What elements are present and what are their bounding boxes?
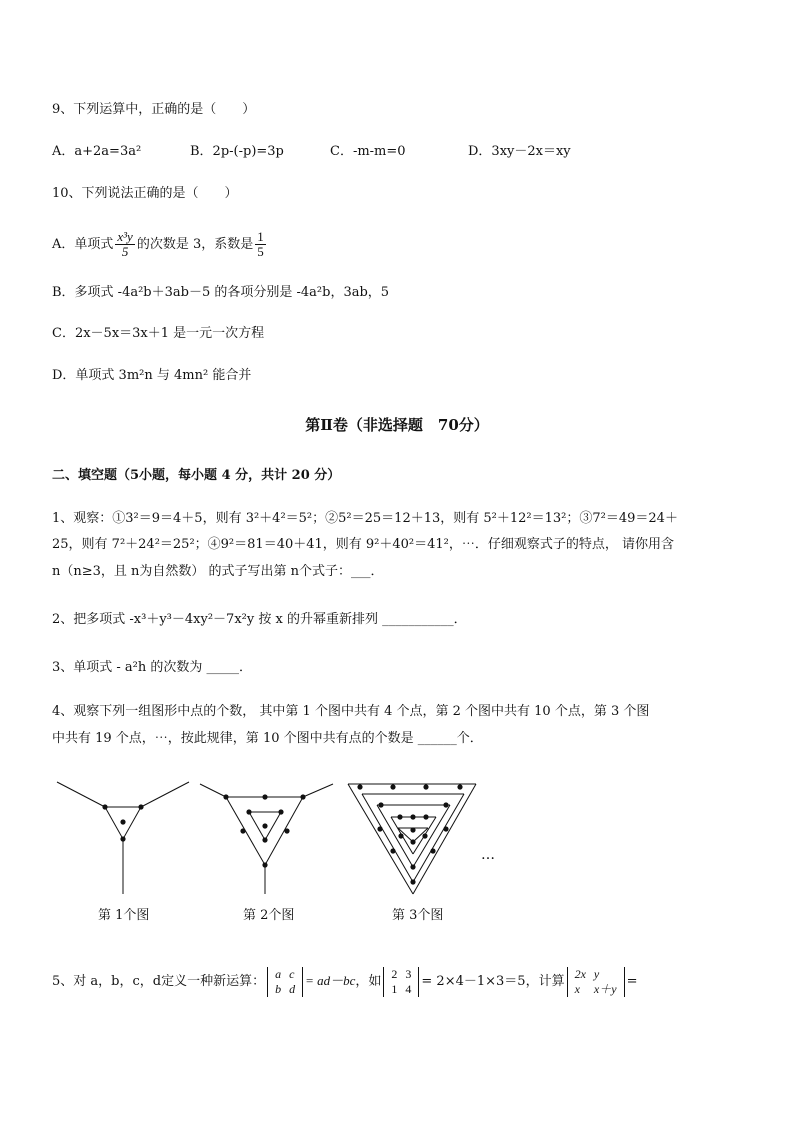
f4-line1: 4、观察下列一组图形中点的个数， 其中第 1 个图中共有 4 个点，第 2 个图中共有 10 个点，第 3 个图: [52, 704, 650, 719]
q9-option-a: A．a+2a=3a²: [52, 144, 142, 159]
f5-calc-determinant: [567, 967, 625, 997]
q9-option-d: D．3xy－2x＝xy: [468, 144, 571, 159]
det-cell: b: [275, 981, 282, 996]
f5-example-result: = 2×4－1×3＝5: [421, 974, 526, 989]
det-cell: a: [275, 966, 282, 981]
det-cell: 4: [405, 981, 412, 996]
q9-option-c: C．-m-m=0: [330, 144, 406, 159]
det-cell: 3: [405, 966, 412, 981]
f3-text: 3、单项式 - a²h 的次数为 _____．: [52, 660, 253, 675]
q10-a-coef-num: 1: [257, 229, 264, 244]
q10-a-prefix: A．单项式: [52, 237, 114, 252]
det-cell: 2x: [574, 966, 586, 981]
f1-line3: n（n≥3，且 n为自然数） 的式子写出第 n个式子：___．: [52, 564, 384, 579]
q9-stem: 9、下列运算中，正确的是（ ）: [52, 102, 256, 117]
det-cell: c: [289, 966, 295, 981]
q10-stem: 10、下列说法正确的是（ ）: [52, 186, 238, 201]
figure-2-caption: 第 2个图: [243, 908, 295, 923]
q9-option-b: B．2p-(-p)=3p: [190, 144, 284, 159]
f5-def-determinant: [267, 967, 303, 997]
f5-prefix: 5、对 a，b，c，d定义一种新运算：: [52, 974, 266, 989]
f5-calc-result: =: [626, 974, 638, 989]
q10-a-frac-num: x³y: [117, 229, 133, 244]
q10-a-mid: 的次数是 3，系数是: [136, 237, 254, 252]
f4-line2: 中共有 19 个点，⋯，按此规律，第 10 个图中共有点的个数是 ______个．: [52, 731, 483, 746]
q10-a-coef-den: 5: [257, 244, 264, 259]
det-cell: x: [574, 981, 580, 996]
part2-title: 第Ⅱ卷（非选择题 70分）: [305, 416, 489, 434]
f5-example-determinant: [383, 967, 419, 997]
q10-option-a: [52, 230, 268, 260]
figure-3-caption: 第 3个图: [392, 908, 444, 923]
f1-line2: 25，则有 7²＋24²＝25²；④9²＝81＝40＋41，则有 9²＋40²＝41²，⋯．仔细观察式子的特点， 请你用含: [52, 537, 675, 552]
f2-text: 2、把多项式 -x³＋y³－4xy²－7x²y 按 x 的升幂重新排列 ___________．: [52, 612, 467, 627]
f5-calc-label: ，计算: [525, 974, 565, 989]
q10-a-frac-den: 5: [121, 244, 129, 259]
figure-1-caption: 第 1个图: [98, 908, 150, 923]
det-cell: d: [289, 981, 296, 996]
det-cell: 2: [391, 966, 398, 981]
section2-title: 二、填空题（5小题，每小题 4 分，共计 20 分）: [52, 468, 341, 483]
figure-3: [348, 784, 476, 894]
figures-ellipsis: …: [481, 847, 495, 863]
det-cell: 1: [391, 981, 398, 996]
f5-example-label: ，如: [355, 974, 382, 989]
q10-option-b: B．多项式 -4a²b＋3ab－5 的各项分别是 -4a²b，3ab，5: [52, 285, 390, 300]
f5-def-result: = ad－bc: [305, 973, 356, 988]
f1-line1: 1、观察：①3²＝9＝4＋5，则有 3²＋4²＝5²；②5²＝25＝12＋13，则有 5²＋12²＝13²；③7²＝49＝24＋: [52, 511, 678, 526]
f5-line: [52, 962, 637, 1001]
q10-option-c: C．2x－5x＝3x＋1 是一元一次方程: [52, 326, 265, 341]
det-cell: y: [593, 966, 600, 981]
q10-a-coefficient: [255, 230, 266, 259]
det-cell: x＋y: [593, 981, 617, 996]
q10-a-fraction: [115, 230, 134, 259]
q10-option-d: D．单项式 3m²n 与 4mn² 能合并: [52, 368, 252, 383]
